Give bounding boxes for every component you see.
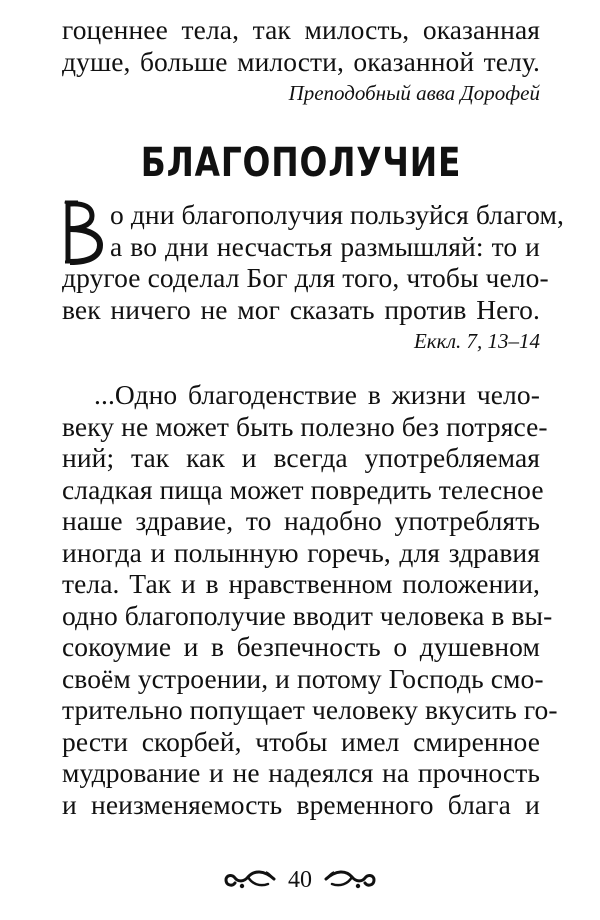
flourish-right-icon: [324, 866, 378, 892]
verse-line: век ничего не мог сказать против Него.: [62, 293, 540, 325]
text-line: ...Одно благоденствие в жизни чело-: [94, 379, 540, 410]
page-footer: [0, 860, 600, 900]
text-line: иногда и полынную горечь, для здравия: [62, 536, 540, 568]
page-number: 40: [288, 867, 312, 893]
text-line: душе, больше милости, оказанной телу.: [62, 45, 540, 77]
text-line: мудрование и не надеялся на прочность: [62, 757, 540, 788]
text-line: сокоумие и в безпечность о душевном: [62, 631, 540, 662]
text-line: и неизменяемость временного блага и: [62, 788, 540, 820]
commentary-paragraph: [62, 379, 558, 820]
quote-attribution: Преподобный авва Дорофей: [288, 81, 540, 105]
text-line: своём устроении, и потому Господь смо-: [62, 662, 544, 694]
verse-line: а во дни несчастья размышляй: то и: [110, 230, 540, 262]
verse-reference: Еккл. 7, 13–14: [413, 329, 540, 353]
flourish-left-icon: [222, 866, 276, 892]
text-line: гоценнее тела, так милость, оказанная: [62, 14, 540, 45]
text-line: одно благополучие вводит человека в вы-: [62, 599, 553, 631]
text-line: веку не может быть полезно без потрясе-: [62, 410, 548, 442]
scripture-verse: [62, 199, 564, 355]
book-page: [62, 14, 564, 820]
verse-line: о дни благополучия пользуйся благом,: [110, 199, 564, 230]
previous-text-continuation: [62, 14, 540, 107]
text-line: тела. Так и в нравственном положении,: [62, 568, 540, 599]
section-heading: БЛАГОПОЛУЧИЕ: [140, 140, 462, 186]
text-line: трительно попущает человеку вкусить го-: [62, 694, 558, 725]
dropcap-letter-icon: [62, 199, 106, 265]
verse-line: другое соделал Бог для того, чтобы чело-: [62, 262, 549, 293]
text-line: сладкая пища может повредить телесное: [62, 473, 544, 505]
text-line: рести скорбей, чтобы имел смиренное: [62, 725, 540, 757]
text-line: ний; так как и всегда употребляемая: [62, 442, 540, 473]
text-line: наше здравие, то надобно употреблять: [62, 505, 540, 536]
